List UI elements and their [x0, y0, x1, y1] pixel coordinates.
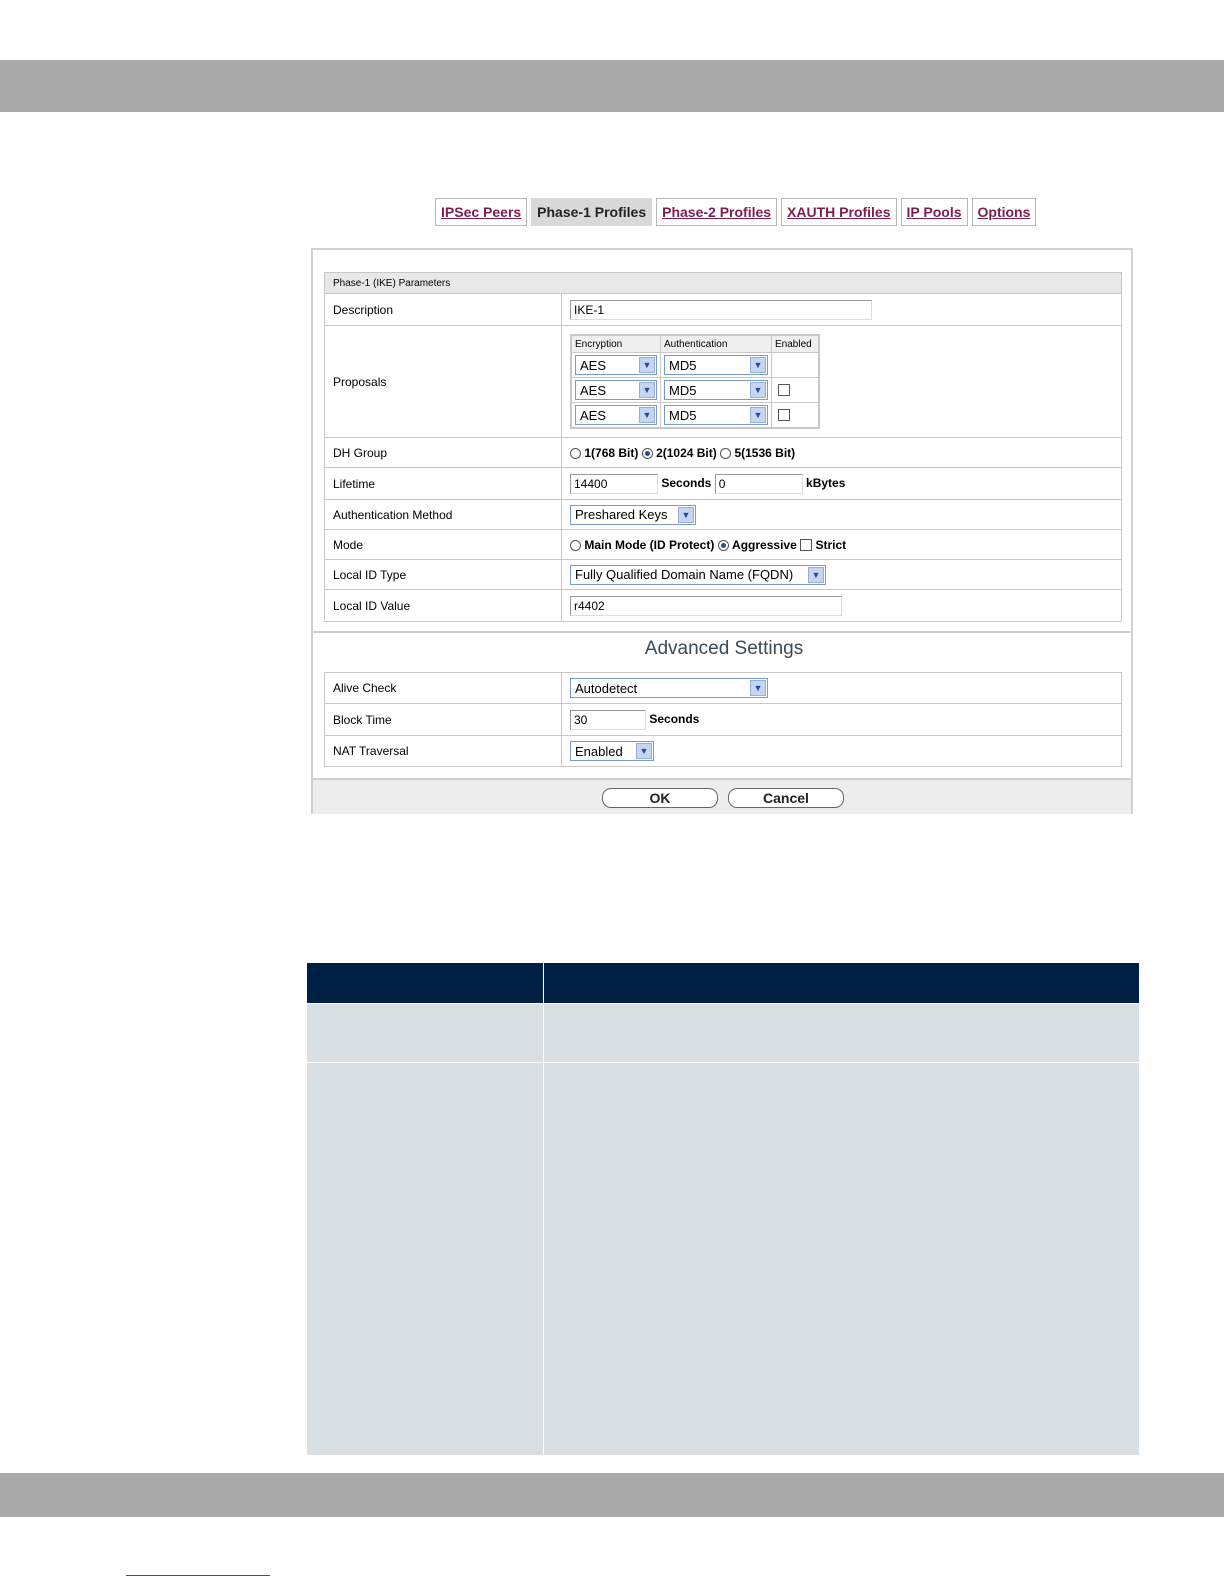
lifetime-seconds-input[interactable]: 14400 — [570, 474, 658, 494]
main-mode-label: Main Mode (ID Protect) — [584, 537, 715, 552]
main-mode-radio[interactable] — [570, 540, 581, 551]
authentication-header: Authentication — [661, 335, 772, 353]
alive-check-select[interactable]: Autodetect ▼ — [570, 678, 768, 698]
lifetime-label: Lifetime — [325, 468, 562, 500]
description-table — [307, 963, 1139, 1455]
mode-label: Mode — [325, 530, 562, 560]
tab-options[interactable]: Options — [972, 198, 1037, 226]
auth-method-select[interactable]: Preshared Keys ▼ — [570, 505, 696, 525]
local-id-type-select[interactable]: Fully Qualified Domain Name (FQDN) ▼ — [570, 565, 826, 585]
dh-group-2-radio[interactable] — [642, 448, 653, 459]
chevron-down-icon: ▼ — [678, 507, 694, 523]
proposal-row — [571, 403, 819, 429]
cancel-button[interactable]: Cancel — [728, 788, 844, 808]
chevron-down-icon: ▼ — [636, 743, 652, 759]
lifetime-kbytes-unit: kBytes — [806, 475, 846, 490]
strict-label: Strict — [815, 537, 847, 552]
proposal-row — [571, 378, 819, 403]
lifetime-seconds-unit: Seconds — [661, 475, 712, 490]
proposal-enabled-checkbox[interactable] — [778, 409, 790, 421]
block-time-label: Block Time — [325, 704, 562, 736]
authentication-select[interactable]: MD5 ▼ — [664, 405, 768, 425]
nat-traversal-label: NAT Traversal — [325, 736, 562, 767]
authentication-select[interactable]: MD5 ▼ — [664, 355, 768, 375]
chevron-down-icon: ▼ — [750, 357, 766, 373]
dh-group-2-label: 2(1024 Bit) — [656, 445, 717, 460]
local-id-type-label: Local ID Type — [325, 560, 562, 590]
tab-ipsec-peers[interactable]: IPSec Peers — [435, 198, 527, 226]
encryption-select[interactable]: AES ▼ — [575, 355, 657, 375]
proposals-table — [570, 334, 820, 429]
enabled-header: Enabled — [772, 335, 820, 353]
tab-xauth-profiles[interactable]: XAUTH Profiles — [781, 198, 896, 226]
footer-rule — [126, 1575, 270, 1576]
lifetime-kbytes-input[interactable]: 0 — [715, 474, 803, 494]
table-header — [307, 963, 1139, 1003]
strict-checkbox[interactable] — [800, 539, 812, 551]
aggressive-mode-label: Aggressive — [732, 537, 797, 552]
block-time-input[interactable]: 30 — [570, 710, 646, 730]
phase1-parameters-table — [324, 272, 1122, 622]
description-label: Description — [325, 294, 562, 326]
local-id-value-input[interactable]: r4402 — [570, 596, 842, 616]
tab-phase2-profiles[interactable]: Phase-2 Profiles — [656, 198, 777, 226]
chevron-down-icon: ▼ — [750, 407, 766, 423]
dh-group-1-label: 1(768 Bit) — [584, 445, 639, 460]
dh-group-5-radio[interactable] — [720, 448, 731, 459]
dh-group-5-label: 5(1536 Bit) — [734, 445, 796, 460]
chevron-down-icon: ▼ — [639, 407, 655, 423]
proposals-label: Proposals — [325, 326, 562, 438]
chevron-down-icon: ▼ — [808, 567, 824, 583]
footer-band — [0, 1473, 1224, 1517]
dh-group-1-radio[interactable] — [570, 448, 581, 459]
authentication-select[interactable]: MD5 ▼ — [664, 380, 768, 400]
button-bar — [313, 778, 1131, 814]
description-input[interactable]: IKE-1 — [570, 300, 872, 320]
encryption-header: Encryption — [571, 335, 661, 353]
settings-panel — [311, 248, 1133, 814]
header-band — [0, 60, 1224, 112]
auth-method-label: Authentication Method — [325, 500, 562, 530]
table-row — [307, 1062, 1139, 1455]
aggressive-mode-radio[interactable] — [718, 540, 729, 551]
nat-traversal-select[interactable]: Enabled ▼ — [570, 741, 654, 761]
chevron-down-icon: ▼ — [750, 680, 766, 696]
tab-bar — [435, 198, 1036, 226]
ok-button[interactable]: OK — [602, 788, 718, 808]
dh-group-label: DH Group — [325, 438, 562, 468]
table-row — [307, 1003, 1139, 1062]
section-title: Phase-1 (IKE) Parameters — [325, 273, 1122, 294]
advanced-settings-table — [324, 672, 1122, 767]
encryption-select[interactable]: AES ▼ — [575, 380, 657, 400]
local-id-value-label: Local ID Value — [325, 590, 562, 622]
proposal-row — [571, 353, 819, 378]
advanced-settings-title: Advanced Settings — [644, 638, 804, 659]
alive-check-label: Alive Check — [325, 673, 562, 704]
section-divider — [313, 631, 1131, 633]
encryption-select[interactable]: AES ▼ — [575, 405, 657, 425]
block-time-unit: Seconds — [649, 711, 700, 726]
chevron-down-icon: ▼ — [639, 357, 655, 373]
chevron-down-icon: ▼ — [639, 382, 655, 398]
tab-ip-pools[interactable]: IP Pools — [901, 198, 968, 226]
proposal-enabled-checkbox[interactable] — [778, 384, 790, 396]
tab-phase1-profiles[interactable]: Phase-1 Profiles — [531, 198, 652, 226]
chevron-down-icon: ▼ — [750, 382, 766, 398]
